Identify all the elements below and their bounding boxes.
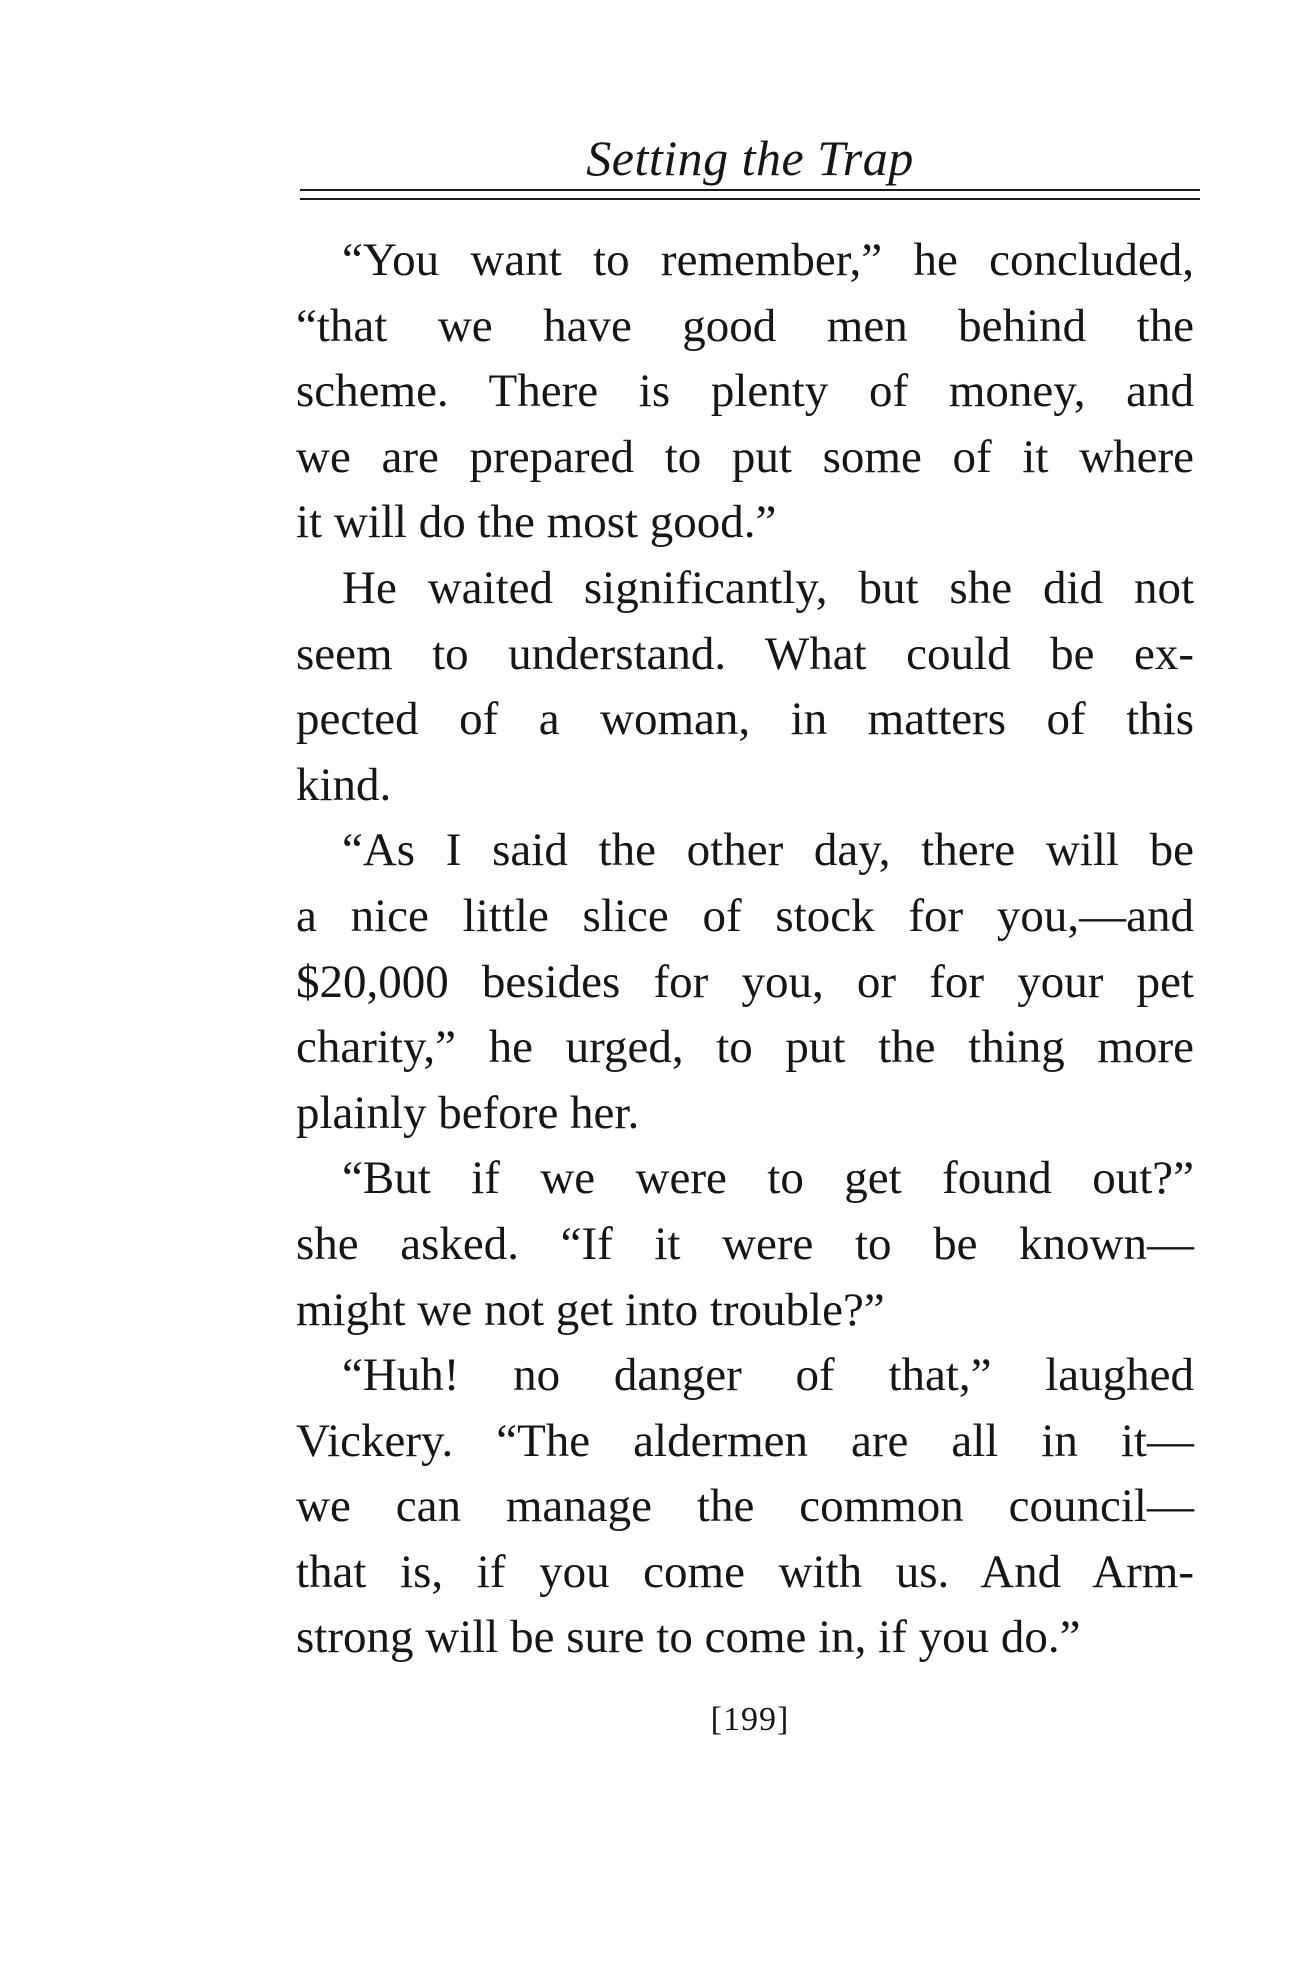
header-rule-bottom	[300, 198, 1200, 200]
paragraph-2	[296, 556, 1194, 818]
text-line: might we not get into trouble?”	[296, 1283, 885, 1336]
text-line: a nice little slice of stock for you,—and	[296, 889, 1194, 942]
text-line: strong will be sure to come in, if you do.”	[296, 1611, 1081, 1664]
page-number: [199]	[710, 1701, 790, 1738]
text-line: $20,000 besides for you, or for your pet	[296, 955, 1194, 1008]
text-line: plainly before her.	[296, 1086, 640, 1139]
text-line: we can manage the common council—	[296, 1480, 1194, 1533]
text-line: pected of a woman, in matters of this	[296, 693, 1194, 746]
text-line: “Huh! no danger of that,” laughed	[342, 1349, 1194, 1402]
text-line: “As I said the other day, there will be	[342, 824, 1194, 877]
running-title: Setting the Trap	[586, 130, 914, 186]
text-line: He waited significantly, but she did not	[342, 561, 1194, 614]
text-line: that is, if you come with us. And Arm-	[296, 1545, 1194, 1598]
text-line: seem to understand. What could be ex-	[296, 627, 1194, 680]
paragraph-3	[296, 818, 1194, 1146]
text-line: she asked. “If it were to be known—	[296, 1217, 1194, 1270]
text-line: Vickery. “The aldermen are all in it—	[296, 1414, 1194, 1467]
paragraph-1	[296, 228, 1194, 556]
text-line: kind.	[296, 758, 392, 811]
paragraph-5	[296, 1343, 1194, 1671]
text-line: it will do the most good.”	[296, 496, 777, 549]
text-line: “You want to remember,” he concluded,	[342, 234, 1194, 286]
header-rule-top	[300, 189, 1200, 191]
body-text	[296, 228, 1194, 1671]
paragraph-4	[296, 1146, 1194, 1343]
text-line: we are prepared to put some of it where	[296, 430, 1194, 483]
text-line: scheme. There is plenty of money, and	[296, 365, 1194, 418]
text-line: “But if we were to get found out?”	[342, 1152, 1194, 1205]
text-line: “that we have good men behind the	[296, 299, 1194, 352]
text-line: charity,” he urged, to put the thing more	[296, 1021, 1194, 1074]
